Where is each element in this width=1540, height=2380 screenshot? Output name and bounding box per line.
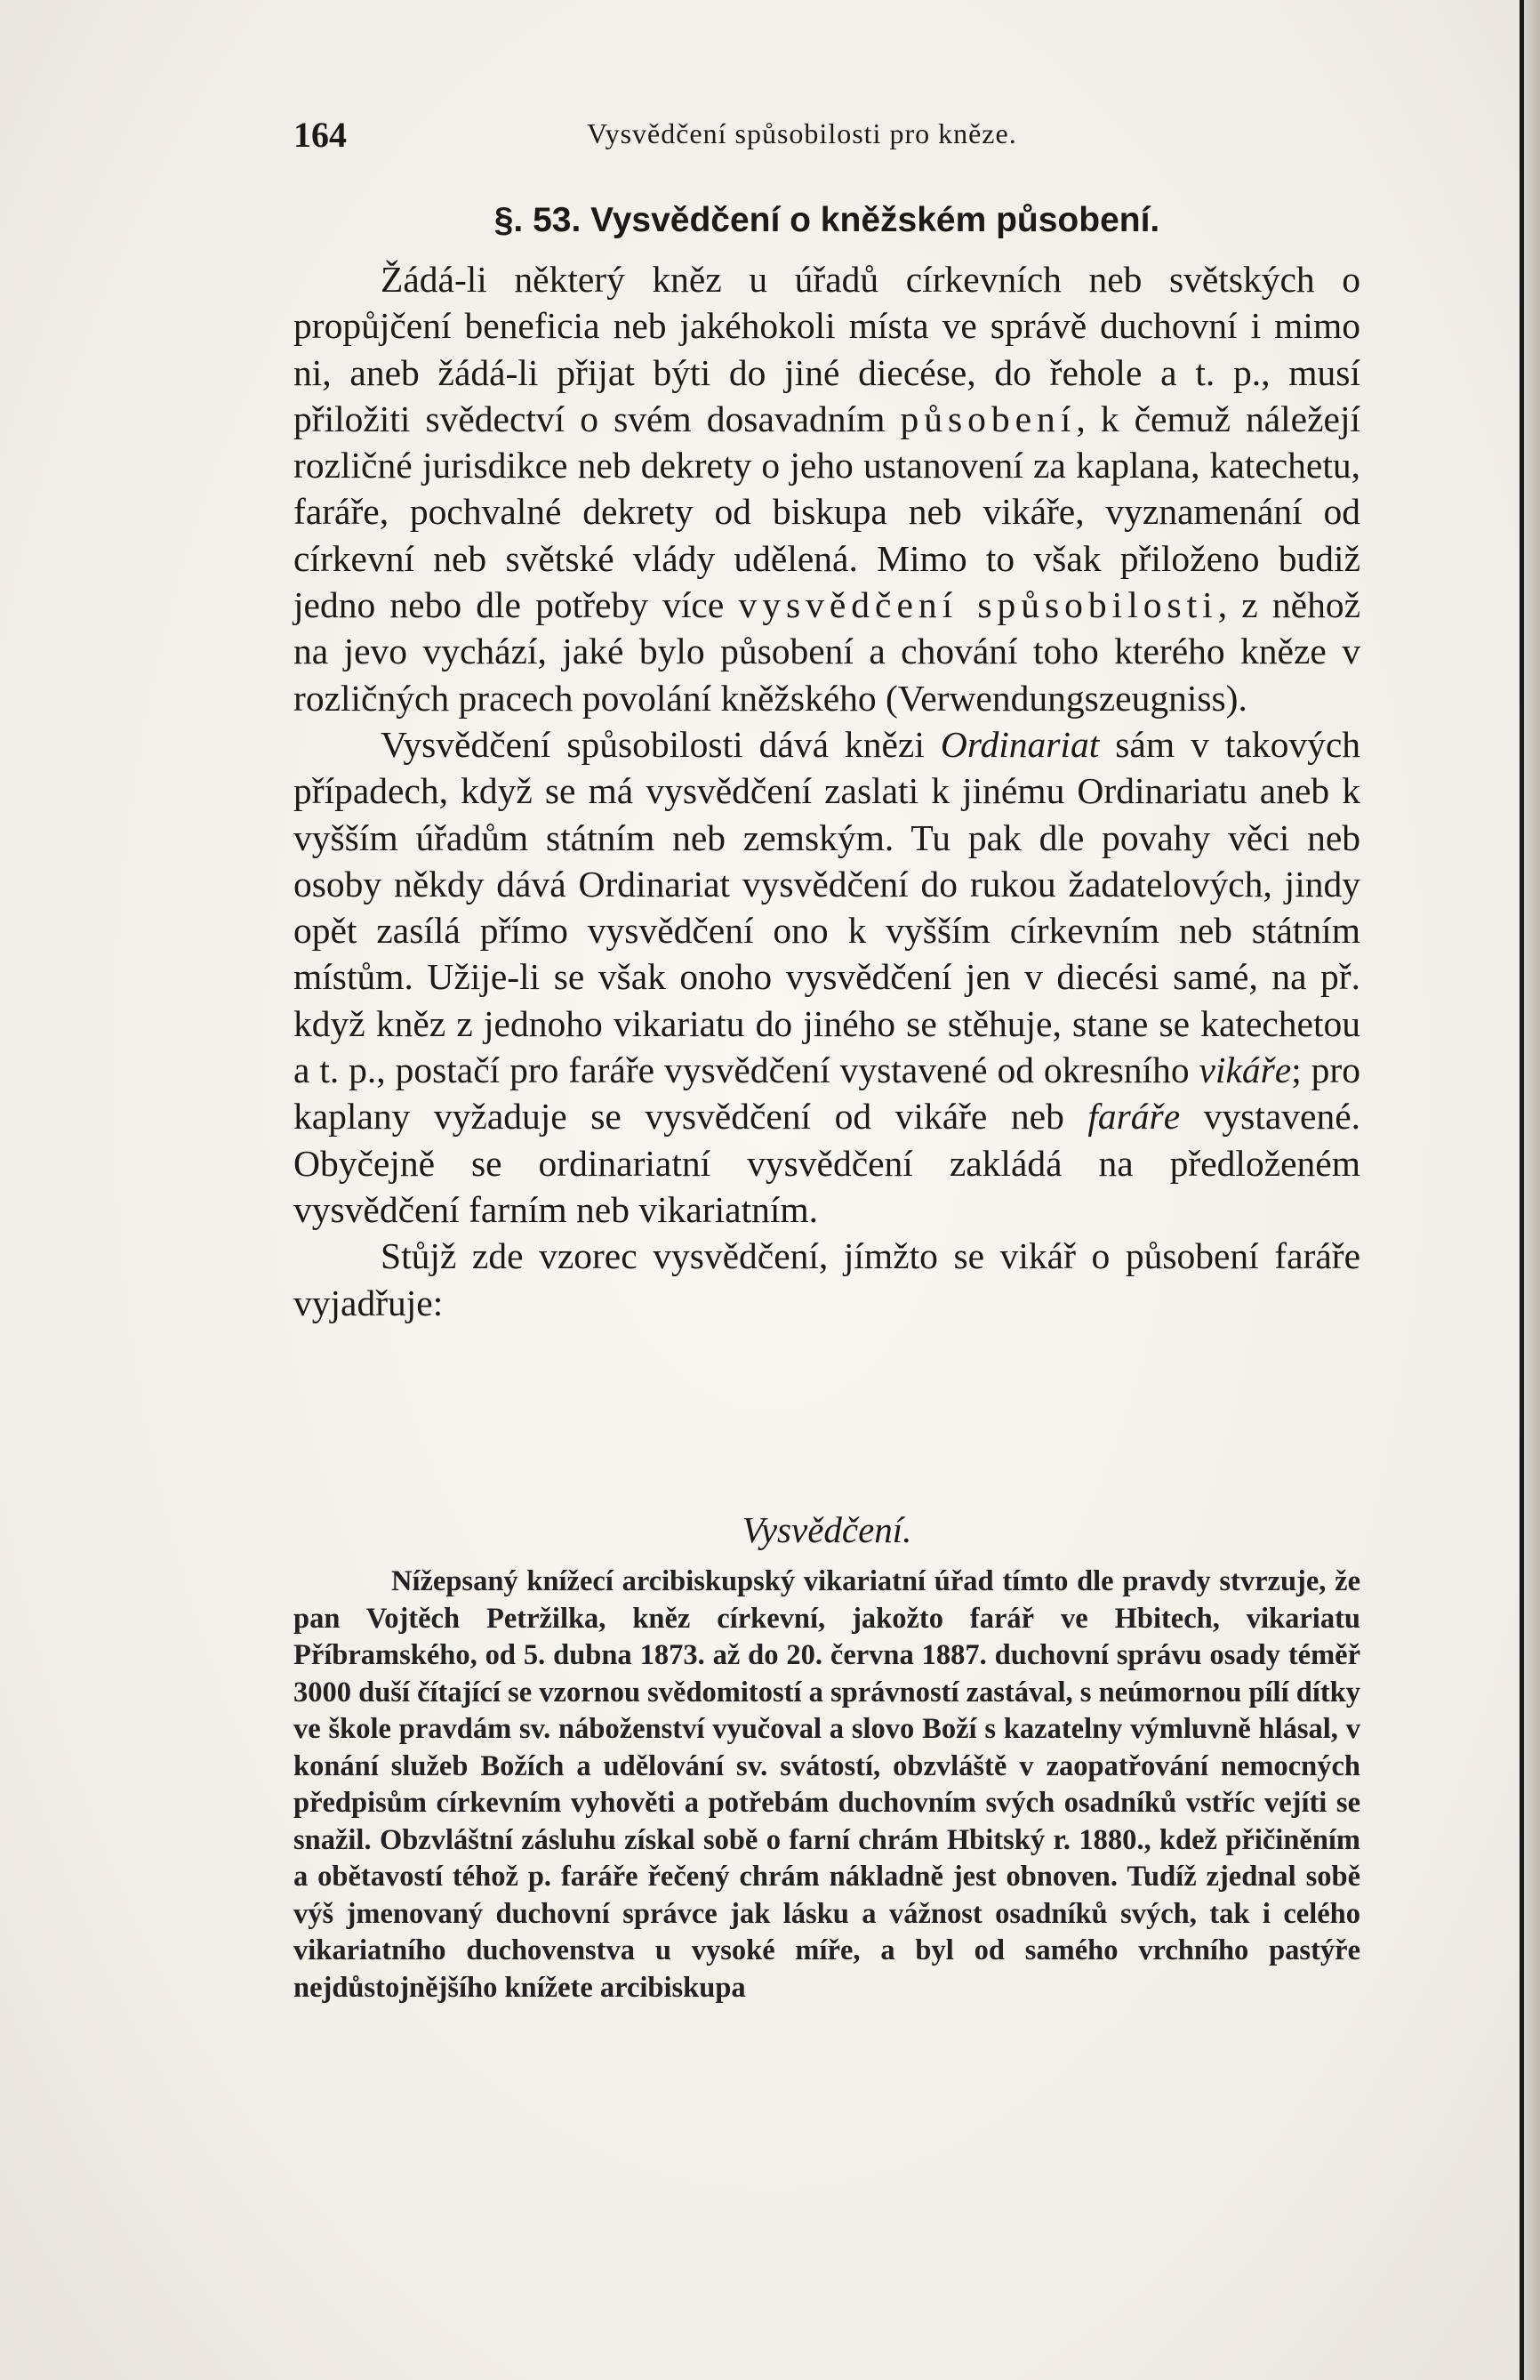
paragraph-1-part-2: , k čemuž náležejí rozličné jurisdikce neb dekrety o jeho ustanovení za kaplana, katechetu, faráře, pochvalné dekrety od biskupa neb vikáře, vyznamenání od církevní neb světské vlády udělená. Mimo to však přiloženo budiž jedno nebo dle potřeby více bbox=[293, 398, 1361, 626]
certificate-text: Nížepsaný knížecí arcibiskupský vikariatní úřad tímto dle pravdy stvrzuje, že pan Vojtěch Petržilka, kněz církevní, jakožto farář ve Hbitech, vikariatu Příbramského, od 5. dubna 1873. až do 20. června 1887. duchovní správu osady téměř 3000 duší čítající se vzornou svědomitostí a správností zastával, s neúmornou pílí dítky ve škole pravdám sv. náboženství vyučoval a slovo Boží s kazatelny výmluvně hlásal, v konání služeb Božích a udělování sv. svátostí, obzvláště v zaopatřování nemocných předpisům církevním vyhověti a potřebám duchovním svých osadníků vstříc vejíti se snažil. Obzvláštní zásluhu získal sobě o farní chrám Hbitský r. 1880., kdež přičiněním a obětavostí téhož p. faráře řečený chrám nákladně jest obnoven. Tudíž zjednal sobě výš jmenovaný duchovní správce jak lásku a vážnost osadníků svých, tak i celého vikariatního duchovenstva u vysoké míře, a byl od samého vrchního pastýře nejdůstojnějšího knížete arcibiskupa bbox=[293, 1565, 1360, 2004]
paragraph-3: Stůjž zde vzorec vysvědčení, jímžto se vikář o působení faráře vyjadřuje: bbox=[293, 1235, 1360, 1323]
paragraph-2 bbox=[293, 721, 1360, 1233]
paragraph-1-part-1: Žádá-li některý kněz u úřadů církevních neb světských o propůjčení beneficia neb jakéhokoli místa ve správě duchovní i mimo ni, aneb žádá-li přijat býti do jiné diecése, do řehole a t. p., musí přiložiti svědectví o svém dosavadním bbox=[293, 259, 1360, 439]
paragraph-1 bbox=[293, 256, 1360, 721]
page-number: 164 bbox=[293, 115, 347, 155]
certificate-title: Vysvědčení. bbox=[742, 1509, 912, 1550]
certificate-text-block bbox=[293, 1564, 1360, 2006]
emphasis-spaced-2: vysvědčení spůsobilosti bbox=[738, 584, 1218, 626]
running-head bbox=[293, 114, 1360, 167]
paragraph-1-part-3: , z něhož na jevo vychází, jaké bylo působení a chování toho kterého kněze v rozličných pracech povolání kněžského (Verwendungszeugniss). bbox=[293, 584, 1360, 719]
paragraph-2-part-4: vystavené. Obyčejně se ordinariatní vysvědčení zakládá na předloženém vysvědčení farním neb vikariatním. bbox=[293, 1096, 1360, 1230]
body-text bbox=[293, 256, 1360, 1326]
emphasis-spaced-1: působení bbox=[900, 398, 1077, 439]
emphasis-italic-3: faráře bbox=[1087, 1096, 1181, 1138]
section-heading: §. 53. Vysvědčení o kněžském působení. bbox=[493, 201, 1160, 239]
running-title: Vysvědčení spůsobilosti pro kněze. bbox=[587, 117, 1017, 149]
emphasis-italic-1: Ordinariat bbox=[940, 723, 1100, 765]
paragraph-2-part-2: sám v takových případech, když se má vysvědčení zaslati k jinému Ordinariatu aneb k vyšším úřadům státním neb zemským. Tu pak dle povahy věci neb osoby někdy dává Ordinariat vysvědčení do rukou žadatelových, jindy opět zasílá přímo vysvědčení ono k vyšším církevním neb státním místům. Užije-li se však onoho vysvědčení jen v diecési samé, na př. když kněz z jednoho vikariatu do jiného se stěhuje, stane se katechetou a t. p., postačí pro faráře vysvědčení vystavené od okresního bbox=[293, 723, 1360, 1091]
emphasis-italic-2: vikáře bbox=[1199, 1049, 1292, 1091]
page-edge-line bbox=[1520, 0, 1524, 2380]
paragraph-2-part-1: Vysvědčení spůsobilosti dává knězi bbox=[381, 723, 941, 765]
paragraph-2-part-3: ; pro kaplany vyžaduje se vysvědčení od vikáře neb bbox=[293, 1049, 1360, 1138]
page-edge-shadow bbox=[1524, 0, 1540, 2380]
